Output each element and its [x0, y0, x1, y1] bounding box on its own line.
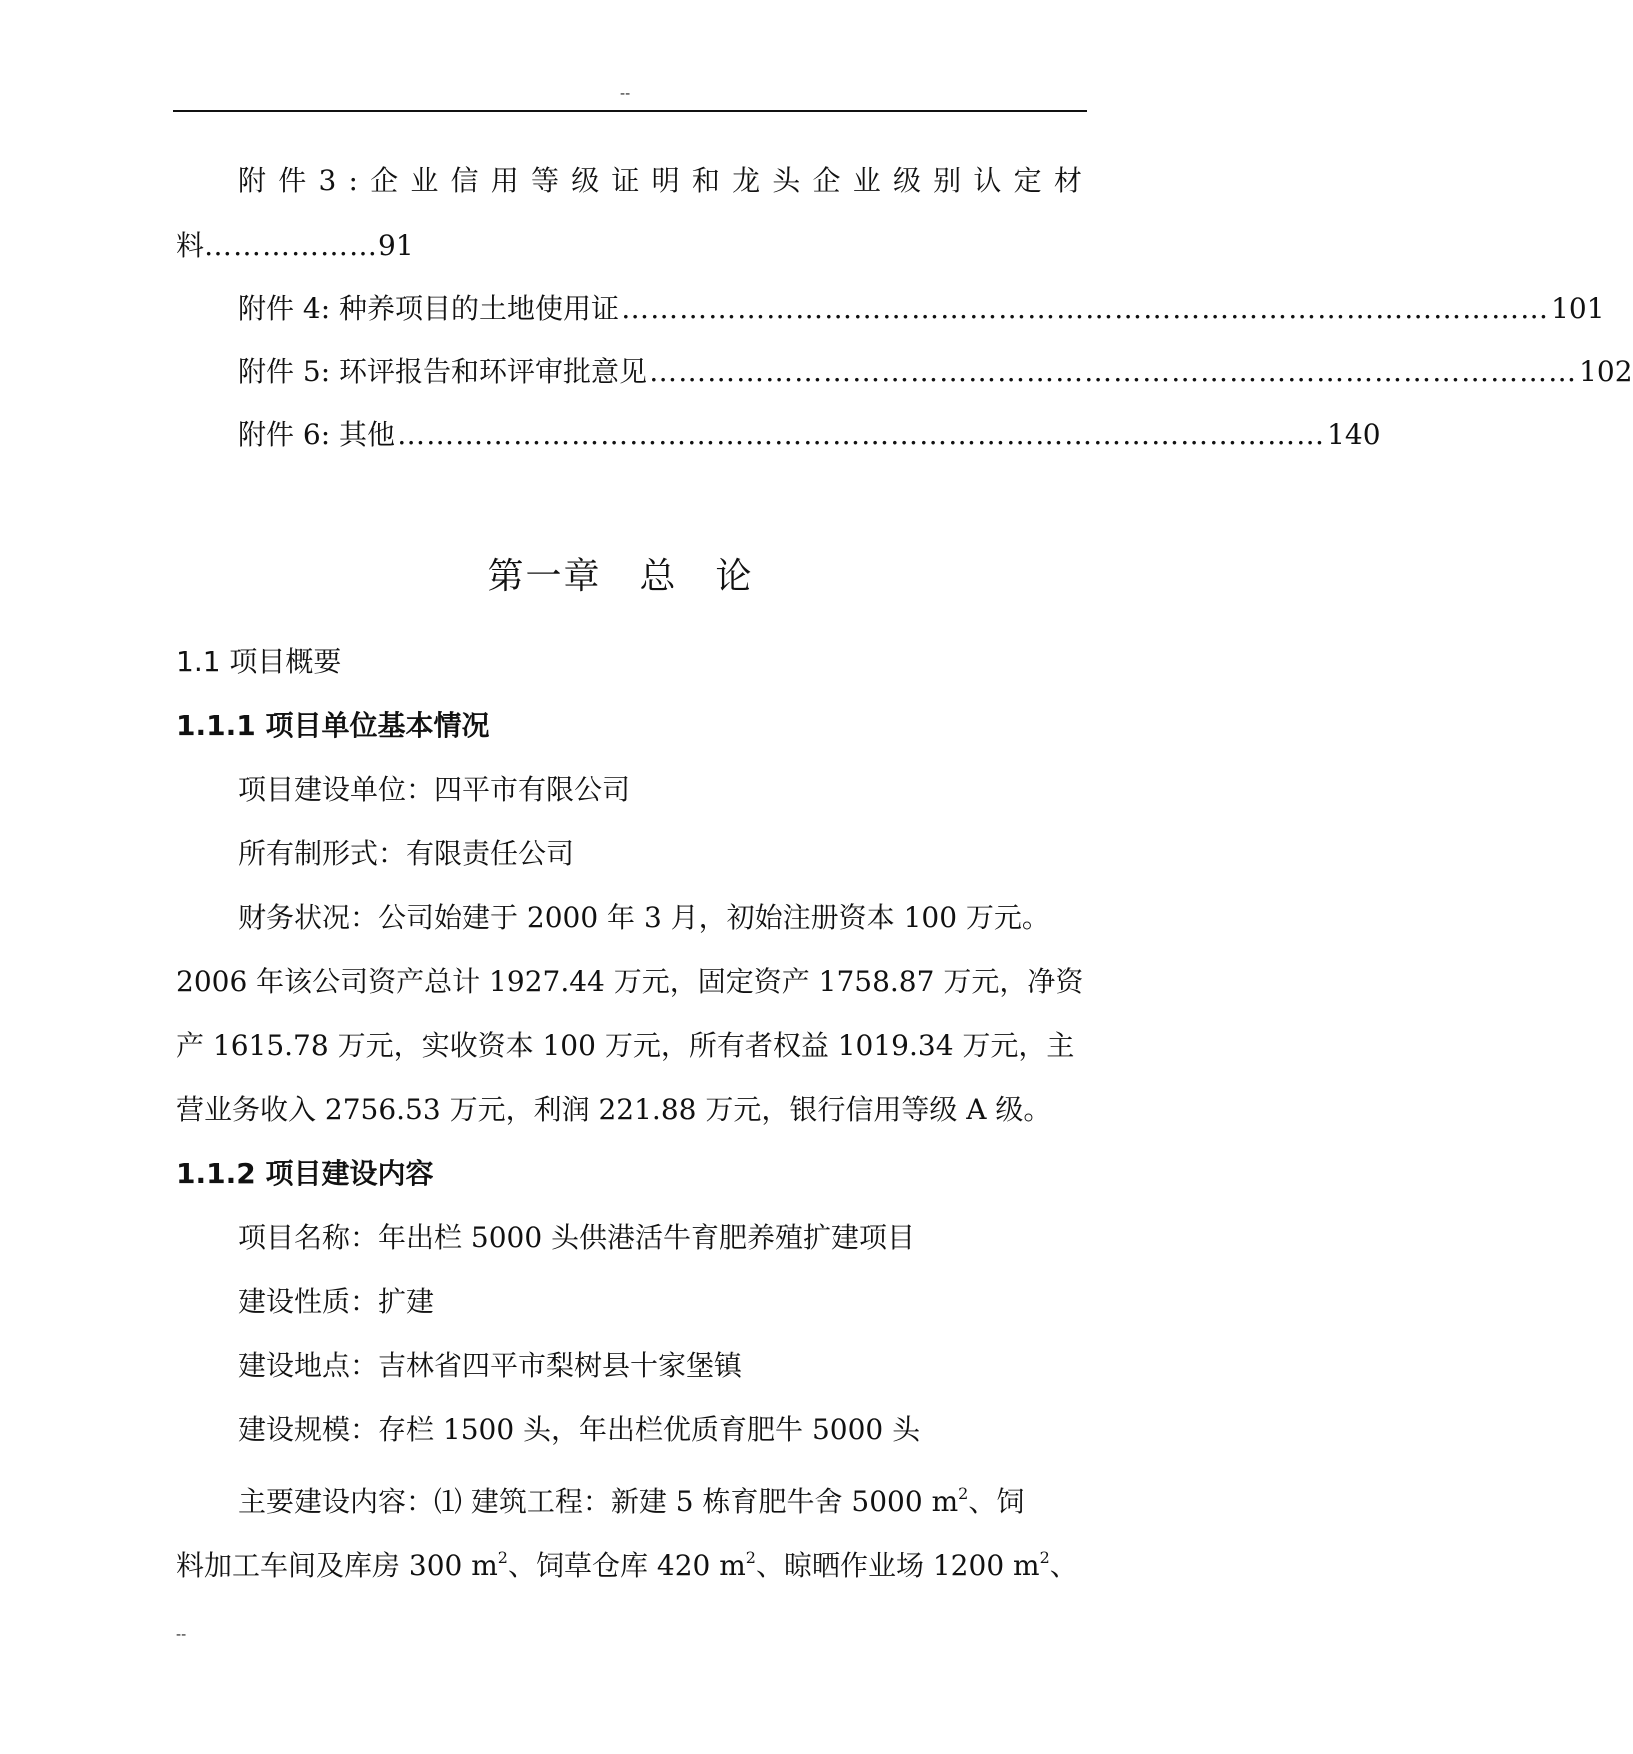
main-content-line-2 [176, 1540, 1078, 1584]
header-mark: -- [620, 84, 631, 102]
toc-item-3-char: : [348, 164, 358, 197]
chapter-title: 第一章 总 论 [487, 556, 754, 597]
toc-item-3-char: 3 [318, 164, 337, 197]
toc-item-5[interactable] [238, 354, 1633, 390]
toc-item-3-char: 用 [490, 164, 519, 197]
unit-builder: 项目建设单位：四平市有限公司 [238, 773, 631, 806]
toc-item-3-cont[interactable] [176, 228, 414, 264]
toc-item-3-char: 明 [651, 164, 680, 197]
superscript-2: 2 [958, 1484, 969, 1503]
finance-line-1: 财务状况：公司始建于 2000 年 3 月，初始注册资本 100 万元。 [238, 901, 1050, 934]
finance-line-3: 产 1615.78 万元，实收资本 100 万元，所有者权益 1019.34 万元，主 [176, 1029, 1075, 1062]
toc-item-3-char: 定 [1013, 164, 1042, 197]
toc-item-3-char: 企 [370, 164, 399, 197]
finance-line-2: 2006 年该公司资产总计 1927.44 万元，固定资产 1758.87 万元，净资 [176, 965, 1084, 998]
main-content-line-1 [238, 1476, 1024, 1520]
project-name: 项目名称：年出栏 5000 头供港活牛育肥养殖扩建项目 [238, 1221, 916, 1254]
header-rule [173, 110, 1087, 112]
main-content-text: 主要建设内容：⑴ 建筑工程：新建 5 栋育肥牛舍 5000 m [238, 1485, 959, 1518]
toc-item-3[interactable] [238, 163, 1082, 199]
toc-item-label: 附件 6: 其他 [238, 418, 396, 451]
section-heading-1-1: 1.1 项目概要 [176, 645, 342, 678]
toc-item-3-page: 91 [378, 229, 414, 262]
toc-item-3-char: 业 [852, 164, 881, 197]
toc-item-3-char: 级 [892, 164, 921, 197]
toc-item-3-char: 认 [973, 164, 1002, 197]
project-location: 建设地点：吉林省四平市梨树县十家堡镇 [238, 1349, 743, 1382]
main-content-text: 、饲草仓库 420 m [507, 1549, 746, 1582]
toc-leader-dots: …………………………………………………………………………………… [649, 355, 1578, 388]
toc-item-page: 140 [1327, 418, 1381, 451]
toc-item-3-dots: ……………… [204, 229, 379, 262]
superscript-2: 2 [745, 1548, 756, 1567]
toc-item-6[interactable] [238, 417, 1381, 453]
toc-item-3-char: 证 [611, 164, 640, 197]
toc-item-3-char: 附 [238, 164, 267, 197]
toc-leader-dots: …………………………………………………………………………………… [621, 292, 1550, 325]
section-heading-1-1-2: 1.1.2 项目建设内容 [176, 1157, 434, 1190]
main-content-text: 、 [1049, 1549, 1078, 1582]
project-nature: 建设性质：扩建 [238, 1285, 435, 1318]
toc-item-label: 附件 5: 环评报告和环评审批意见 [238, 355, 648, 388]
unit-ownership: 所有制形式：有限责任公司 [238, 837, 575, 870]
toc-item-3-char: 业 [410, 164, 439, 197]
finance-line-4: 营业务收入 2756.53 万元，利润 221.88 万元，银行信用等级 A 级。 [176, 1093, 1052, 1126]
toc-item-page: 101 [1551, 292, 1605, 325]
main-content-text: 料加工车间及库房 300 m [176, 1549, 498, 1582]
toc-item-page: 102 [1579, 355, 1633, 388]
toc-item-3-char: 件 [278, 164, 307, 197]
toc-item-3-char: 级 [571, 164, 600, 197]
toc-item-3-char: 头 [772, 164, 801, 197]
toc-item-3-char: 材 [1053, 164, 1082, 197]
toc-item-label: 附件 4: 种养项目的土地使用证 [238, 292, 620, 325]
section-heading-1-1-1: 1.1.1 项目单位基本情况 [176, 709, 490, 742]
toc-leader-dots: …………………………………………………………………………………… [397, 418, 1326, 451]
toc-item-3-char: 企 [812, 164, 841, 197]
toc-item-4[interactable] [238, 291, 1605, 327]
superscript-2: 2 [497, 1548, 508, 1567]
toc-item-3-char: 和 [691, 164, 720, 197]
toc-item-3-cont-text: 料 [176, 229, 205, 262]
project-scale: 建设规模：存栏 1500 头，年出栏优质育肥牛 5000 头 [238, 1413, 921, 1446]
toc-item-3-char: 龙 [732, 164, 761, 197]
toc-item-3-char: 等 [530, 164, 559, 197]
main-content-text: 、晾晒作业场 1200 m [755, 1549, 1040, 1582]
toc-item-3-char: 别 [933, 164, 962, 197]
main-content-text: 、饲 [968, 1485, 1025, 1518]
toc-item-3-char: 信 [450, 164, 479, 197]
footer-mark: -- [176, 1625, 187, 1643]
superscript-2: 2 [1039, 1548, 1050, 1567]
